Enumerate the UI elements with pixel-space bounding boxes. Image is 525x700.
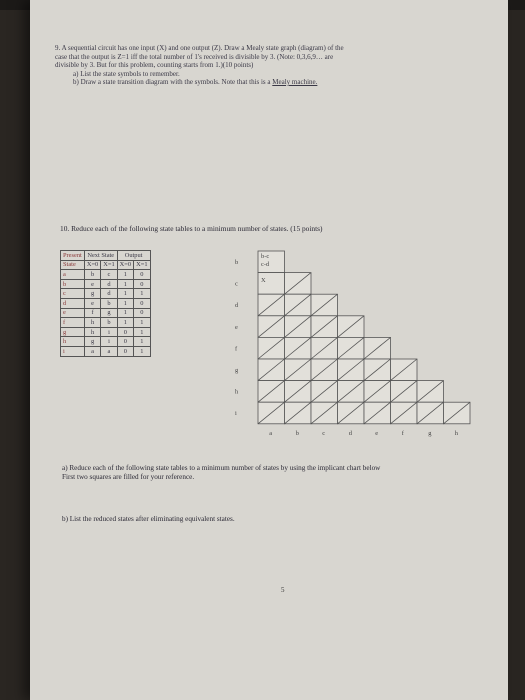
chart-col-label: d (348, 429, 352, 437)
present-state-cell: i (61, 346, 85, 356)
chart-row-label: e (235, 323, 238, 331)
implicant-chart (228, 249, 474, 445)
output-cell: 1 (117, 308, 133, 318)
present-state-cell: b (61, 279, 85, 289)
output-cell: 0 (117, 327, 133, 337)
state-table (60, 250, 151, 357)
output-cell: 0 (134, 279, 150, 289)
chart-col-label: f (401, 429, 404, 437)
part-a-instructions (62, 464, 482, 482)
header-out-x0: X=0 (117, 260, 133, 270)
part-a-line2: First two squares are filled for your reference. (62, 473, 195, 481)
next-state-cell: c (101, 270, 117, 280)
output-cell: 0 (117, 337, 133, 347)
output-cell: 1 (117, 298, 133, 308)
output-cell: 1 (134, 337, 150, 347)
header-next-state: Next State (84, 251, 117, 261)
next-state-cell: g (84, 289, 100, 299)
header-next-x1: X=1 (101, 260, 117, 270)
next-state-cell: e (84, 279, 100, 289)
chart-row-label: d (235, 302, 239, 310)
header-next-x0: X=0 (84, 260, 100, 270)
q9-line3: divisible by 3. But for this problem, counting starts from 1.)(10 points) (55, 61, 254, 69)
output-cell: 1 (117, 289, 133, 299)
chart-col-label: e (375, 429, 379, 437)
chart-col-label: h (454, 429, 458, 437)
present-state-cell: f (61, 318, 85, 328)
chart-row-label: h (235, 388, 239, 396)
state-table-header-1 (61, 251, 151, 261)
output-cell: 0 (117, 346, 133, 356)
state-table-row (61, 318, 151, 328)
output-cell: 1 (117, 270, 133, 280)
header-present: Present (61, 251, 85, 261)
chart-col-label: a (269, 429, 273, 437)
q9-item-b-text: b) Draw a state transition diagram with the symbols. Note that this is a (73, 78, 273, 86)
part-a-line1: a) Reduce each of the following state tables to a minimum number of states by using the implicant chart below (62, 464, 381, 472)
chart-row-label: b (235, 259, 239, 266)
present-state-cell: d (61, 298, 85, 308)
state-table-header-2 (61, 260, 151, 270)
implicant-chart-grid (258, 251, 470, 424)
header-output: Output (117, 251, 150, 261)
next-state-cell: b (101, 298, 117, 308)
next-state-cell: g (101, 308, 117, 318)
output-cell: 1 (117, 279, 133, 289)
q9-item-a: a) List the state symbols to remember. (73, 69, 180, 78)
output-cell: 1 (134, 318, 150, 328)
cell-b-a-line2: c-d (261, 261, 270, 268)
output-cell: 1 (117, 318, 133, 328)
state-table-row (61, 308, 151, 318)
present-state-cell: a (61, 270, 85, 280)
chart-row-label: i (235, 410, 237, 418)
next-state-cell: a (101, 346, 117, 356)
header-state: State (61, 260, 85, 270)
next-state-cell: b (84, 270, 100, 280)
cell-c-a-mark: X (261, 277, 266, 284)
next-state-cell: d (101, 289, 117, 299)
state-table-row (61, 298, 151, 308)
next-state-cell: f (84, 308, 100, 318)
question-10-title: 10. Reduce each of the following state tables to a minimum number of states. (15 points) (60, 224, 323, 233)
output-cell: 0 (134, 270, 150, 280)
next-state-cell: i (101, 337, 117, 347)
state-table-row (61, 327, 151, 337)
next-state-cell: i (101, 327, 117, 337)
present-state-cell: h (61, 337, 85, 347)
state-table-row (61, 337, 151, 347)
next-state-cell: g (84, 337, 100, 347)
state-table-row (61, 279, 151, 289)
next-state-cell: a (84, 346, 100, 356)
next-state-cell: d (101, 279, 117, 289)
output-cell: 0 (134, 308, 150, 318)
cell-b-a-line1: b-c (261, 253, 270, 260)
state-table-row (61, 270, 151, 280)
state-table-row (61, 289, 151, 299)
next-state-cell: h (84, 318, 100, 328)
q9-item-b (55, 78, 485, 87)
state-table-body (61, 270, 151, 356)
chart-row-label: f (235, 345, 238, 353)
next-state-cell: e (84, 298, 100, 308)
chart-col-label: b (295, 429, 299, 437)
chart-row-label: c (235, 280, 238, 288)
page-number: 5 (281, 586, 285, 594)
output-cell: 1 (134, 346, 150, 356)
output-cell: 0 (134, 298, 150, 308)
present-state-cell: g (61, 327, 85, 337)
output-cell: 1 (134, 289, 150, 299)
present-state-cell: e (61, 308, 85, 318)
part-b-instructions: b) List the reduced states after eliminating equivalent states. (62, 515, 235, 523)
present-state-cell: c (61, 289, 85, 299)
mealy-machine-term: Mealy machine. (272, 78, 318, 86)
chart-col-label: g (428, 429, 432, 437)
q9-line1: 9. A sequential circuit has one input (X) and one output (Z). Draw a Mealy state graph (diagram) of the (55, 44, 344, 52)
state-table-row (61, 346, 151, 356)
header-out-x1: X=1 (134, 260, 150, 270)
chart-row-label: g (235, 367, 239, 374)
question-9 (55, 44, 485, 87)
chart-col-label: c (322, 429, 326, 437)
output-cell: 1 (134, 327, 150, 337)
next-state-cell: b (101, 318, 117, 328)
next-state-cell: h (84, 327, 100, 337)
q9-line2: case that the output is Z=1 iff the total number of 1's received is divisible by 3. (Note: 0,3,6,9… are (55, 52, 334, 61)
